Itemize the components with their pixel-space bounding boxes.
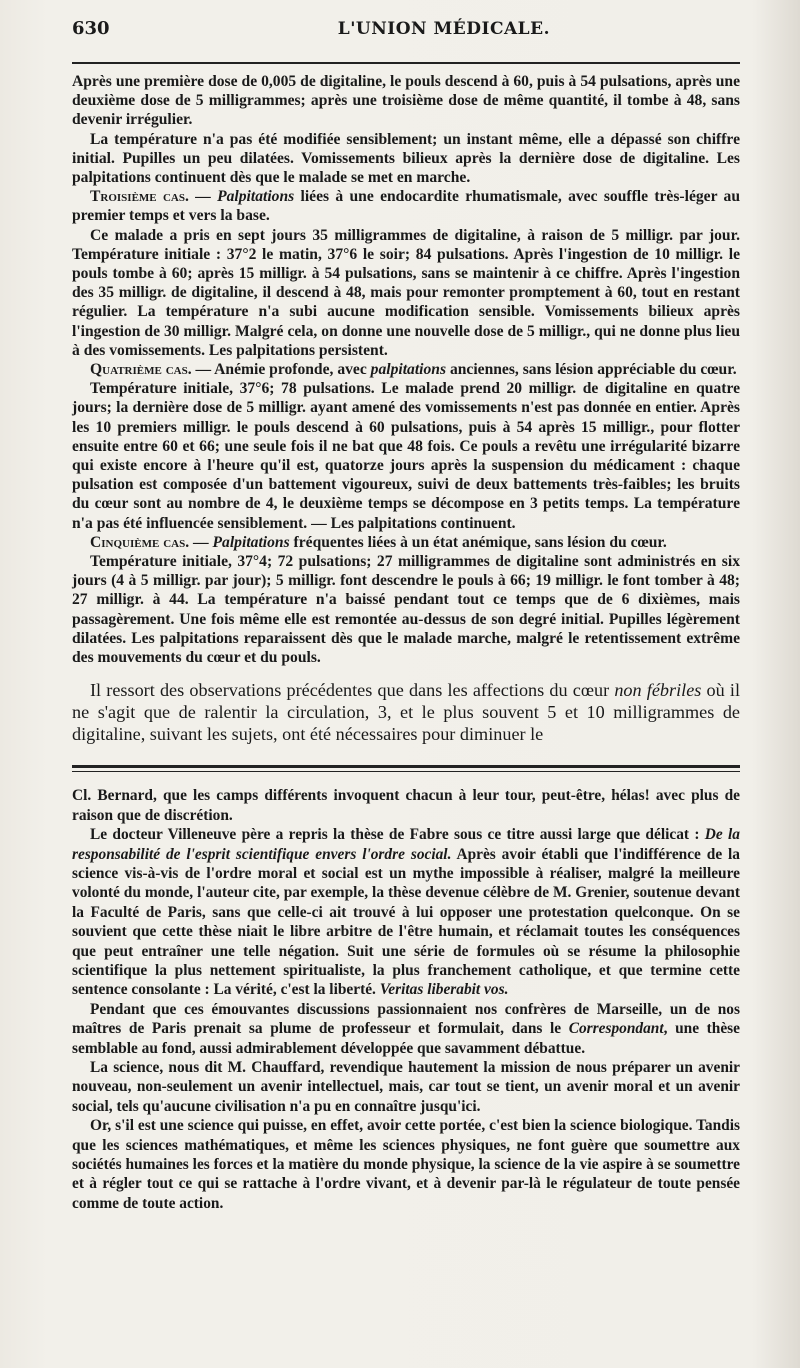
case-description: — Anémie profonde, avec (191, 361, 371, 379)
case-heading-fifth (72, 533, 740, 552)
case-label: Troisième cas. (90, 188, 189, 206)
running-title: L'UNION MÉDICALE. (337, 19, 550, 39)
text-run: Pendant que ces émouvantes discussions passionnaient nos confrères de Marseille, un de nos maîtres de Paris prenait sa plume de professeur et formulait, dans le (72, 1000, 740, 1038)
conclusion-paragraph (72, 679, 740, 745)
conclusion-text (72, 679, 740, 745)
paragraph: La science, nous dit M. Chauffard, revendique hautement la mission de nous préparer un avenir nouveau, non-seulement un avenir intellectuel, mais, car tout se tient, un avenir moral et un avenir social, tels qu'aucune civilisation n'a pu en connaître jusqu'ici. (72, 1058, 740, 1115)
case-description: liées à une endocardite rhumatismale, avec souffle très-léger au premier temps et vers la base. (72, 188, 741, 225)
paragraph: Ce malade a pris en sept jours 35 milligrammes de digitaline, à raison de 5 milligr. par jour. Température initiale : 37°2 le matin, 37°6 le soir; 84 pulsations. Après l'ingestion de 10 milligr. le pouls tombe à 60; après 15 milligr. à 54 pulsations, sans se maintenir à ce chiffre. Après l'ingestion des 35 milligr. de digitaline, il descend à 48, mais pour remonter promptement à 60, tout en restant régulier. La température n'a subi aucune modification sensible. Vomissements bilieux après l'ingestion de 30 milligr. Malgré cela, on donne une nouvelle dose de 5 milligr., qui ne donne plus lieu à des vomissements. Les palpitations persistent. (72, 226, 740, 359)
paragraph: Température initiale, 37°6; 78 pulsations. Le malade prend 20 milligr. de digitaline en quatre jours; la dernière dose de 5 milligr. ayant amené des vomissements n'est pas donnée en entier. Après les 10 premiers milligr. le pouls descend à 60 pulsations, puis à 54 après 15 milligr., pour flotter ensuite entre 60 et 66; une seule fois il ne bat que 48 fois. Ce pouls a revêtu une irrégularité bizarre qui existe encore à l'heure qu'il est, quatorze jours après la suspension du médicament : chaque pulsation est composée d'un battement vigoureux, suivi de deux battements très-faibles; les bruits du cœur sont au nombre de 4, le deuxième temps se décompose en 3 petits temps. La température n'a pas été influencée sensiblement. — Les palpitations continuent. (72, 380, 740, 532)
page-number: 630 (72, 18, 110, 39)
conclusion-italic: non fébriles (614, 680, 702, 701)
case-italic: Palpitations (217, 188, 295, 206)
text-run: , une thèse semblable au fond, aussi admirablement développée que savamment débattue. (72, 1020, 740, 1057)
case-italic: palpitations (370, 361, 447, 379)
case-description: anciennes, sans lésion appréciable du cœur. (446, 361, 737, 379)
conclusion-text-start: Il ressort des observations précédentes que dans les affections du cœur (90, 680, 615, 701)
text-run: Après avoir établi que l'indifférence de la science vis-à-vis de l'ordre moral et social est un mythe impossible à réaliser, malgré la meilleure volonté du monde, l'auteur cite, par exemple, la thèse devenue célèbre de M. Grenier, soutenue devant la Faculté de Paris, sans que celle-ci ait trouvé à lui opposer une protestation quelconque. On se souvient que cette thèse niait le libre arbitre de l'être humain, et réclamait toutes les conséquences que peut entraîner une telle négation. Suit une série de formules où se résume la philosophie scientifique la plus nettement spiritualiste, la plus franchement catholique, et que termine cette sentence consolante : La vérité, c'est la liberté. (72, 845, 741, 999)
case-italic: Palpitations (212, 533, 290, 551)
header-rule (72, 62, 740, 64)
journal-title: Correspondant (568, 1020, 664, 1038)
paragraph: Température initiale, 37°4; 72 pulsations; 27 milligrammes de digitaline sont administrés en six jours (4 à 5 milligr. par jour); 5 milligr. font descendre le pouls à 66; 19 milligr. le font tomber à 48; 27 milligr. à 44. La température n'a baissé pendant tout ce temps que de 6 dixièmes, mais passagèrement. Une fois même elle est remontée au-dessus de son degré initial. Pupilles légèrement dilatées. Les palpitations reparaissent dès que le malade marche, malgré le retentissement extrême des mouvements du cœur et du pouls. (72, 553, 740, 667)
latin-quote: Veritas liberabit vos. (379, 981, 509, 999)
case-heading-third (72, 187, 740, 225)
case-heading-fourth (72, 360, 740, 379)
paragraph: La température n'a pas été modifiée sensiblement; un instant même, elle a dépassé son chiffre initial. Pupilles un peu dilatées. Vomissements bilieux après la dernière dose de digitaline. Les palpitations continuent dès que le malade se met en marche. (72, 130, 740, 187)
case-dash: — (189, 533, 213, 551)
paragraph (72, 825, 740, 1000)
conclusion-text-end: où il ne s'agit que de ralentir la circulation, 3, et le plus souvent 5 et 10 milligrammes de digitaline, suivant les sujets, ont été nécessaires pour diminuer le (72, 680, 741, 745)
italic-title: De la responsabilité de l'esprit scientifique envers l'ordre social. (72, 826, 740, 863)
text-run: Le docteur Villeneuve père a repris la thèse de Fabre sous ce titre aussi large que délicat : (90, 826, 705, 844)
paragraph (72, 1000, 740, 1058)
case-label: Quatrième cas. (90, 361, 192, 379)
feuilleton-text (72, 786, 740, 1213)
main-text (72, 72, 740, 667)
page-header (72, 18, 740, 48)
paragraph: Or, s'il est une science qui puisse, en effet, avoir cette portée, c'est bien la science biologique. Tandis que les sciences mathématiques, et même les sciences physiques, ne font guère que soumettre aux sociétés humaines les forces et la matière du monde physique, la science de la vie aspire à se soumettre et à régler tout ce qui se rattache à l'ordre vivant, et à devenir par-là le régulateur de toute pensée comme de toute action. (72, 1117, 740, 1212)
case-dash: — (188, 188, 218, 206)
feuilleton-separator (72, 765, 740, 772)
case-label: Cinquième cas. (90, 533, 190, 551)
paragraph: Cl. Bernard, que les camps différents invoquent chacun à leur tour, peut-être, hélas! avec plus de raison que de discrétion. (72, 787, 740, 824)
paragraph: Après une première dose de 0,005 de digitaline, le pouls descend à 60, puis à 54 pulsations, après une deuxième dose de 5 milligrammes; après une troisième dose de même quantité, il tombe à 48, sans devenir irrégulier. (72, 73, 740, 129)
case-description: fréquentes liées à un état anémique, sans lésion du cœur. (289, 533, 667, 551)
